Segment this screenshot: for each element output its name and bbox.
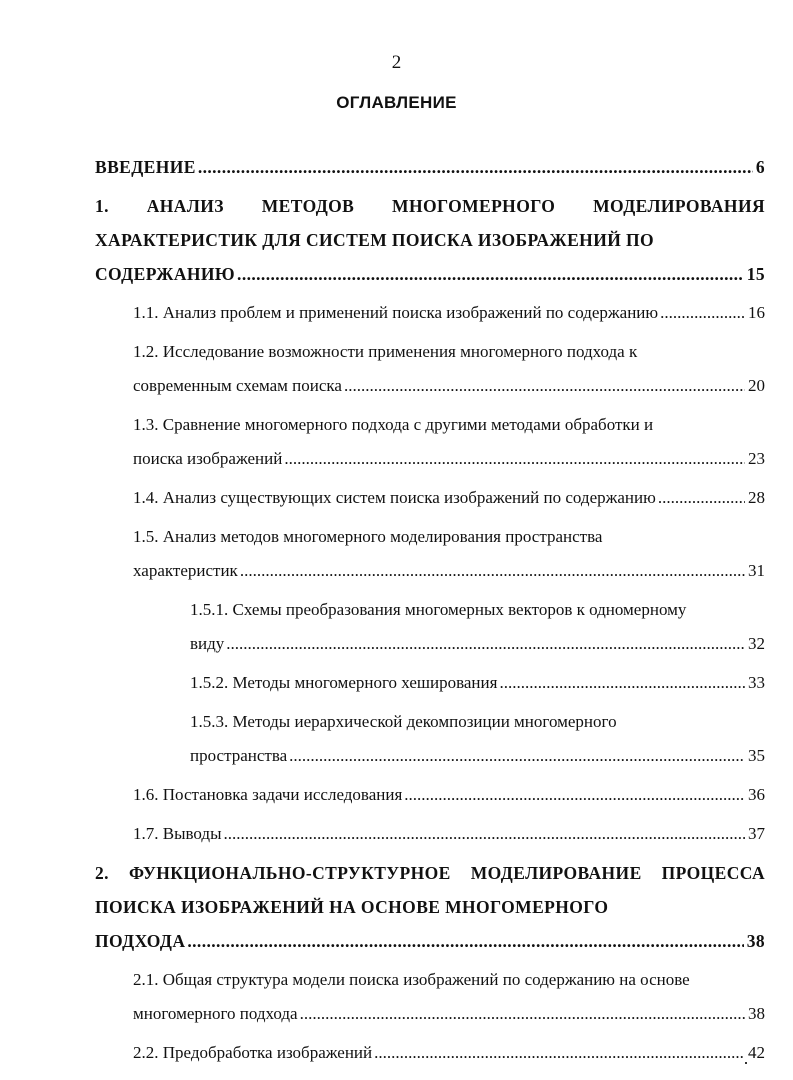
toc-entry-2-1 [95,963,765,1031]
toc-entry-page: 31 [748,561,765,580]
page-number: 2 [391,52,402,73]
scan-speck [745,1062,747,1064]
toc-entry-title: 1. АНАЛИЗ МЕТОДОВ МНОГОМЕРНОГО МОДЕЛИРОВАНИЯ ХАРАКТЕРИСТИК ДЛЯ СИСТЕМ ПОИСКА ИЗОБРАЖЕНИЙ ПО [95,196,765,250]
toc-entry-page: 35 [748,746,765,765]
toc-entry-title: 2. ФУНКЦИОНАЛЬНО-СТРУКТУРНОЕ МОДЕЛИРОВАНИЕ ПРОЦЕССА ПОИСКА ИЗОБРАЖЕНИЙ НА ОСНОВЕ МНОГОМЕРНОГО [95,863,765,917]
toc-entry-title: 2.1. Общая структура модели поиска изображений по содержанию на основе [133,970,690,989]
toc-entry-2-2 [95,1036,765,1070]
toc-entry-chapter-2 [95,856,765,958]
toc-entry-title: 1.5.1. Схемы преобразования многомерных векторов к одномерному [190,600,687,619]
toc-entry-page: 33 [748,673,765,692]
toc-entry-title-end: пространства [190,746,288,765]
toc-entry-1-5 [95,520,765,588]
toc-entry-page: 42 [748,1043,765,1062]
toc-entry-title-end: виду [190,634,225,653]
toc-entry-page: 38 [746,931,765,951]
leader-dots [187,924,743,958]
toc-entry-title-end: современным схемам поиска [133,376,342,395]
toc-entry-1-6 [95,778,765,812]
leader-dots [224,817,745,851]
leader-dots [499,666,745,700]
toc-entry-introduction [95,150,765,184]
toc-entry-1-5-3 [95,705,765,773]
toc-entry-1-4 [95,481,765,515]
table-of-contents [95,150,765,1075]
toc-entry-title: 1.5.2. Методы многомерного хеширования [190,673,498,692]
leader-dots [284,442,745,476]
leader-dots [660,296,745,330]
toc-entry-title-end: поиска изображений [133,449,283,468]
toc-entry-title: 1.1. Анализ проблем и применений поиска изображений по содержанию [133,303,659,322]
toc-entry-title-end: ПОДХОДА [95,931,186,951]
leader-dots [198,150,753,184]
leader-dots [404,778,745,812]
leader-dots [344,369,745,403]
toc-entry-title: 1.6. Постановка задачи исследования [133,785,403,804]
toc-entry-title: 1.3. Сравнение многомерного подхода с другими методами обработки и [133,415,654,434]
toc-entry-page: 37 [748,824,765,843]
toc-entry-1-2 [95,335,765,403]
toc-entry-title: 2.2. Предобработка изображений [133,1043,373,1062]
leader-dots [226,627,745,661]
toc-entry-page: 16 [748,303,765,322]
toc-entry-chapter-1 [95,189,765,291]
toc-entry-title: 1.5. Анализ методов многомерного моделирования пространства [133,527,603,546]
toc-entry-title: 1.5.3. Методы иерархической декомпозиции многомерного [190,712,617,731]
toc-entry-1-5-1 [95,593,765,661]
toc-entry-title-end: СОДЕРЖАНИЮ [95,264,236,284]
toc-entry-title: 1.4. Анализ существующих систем поиска изображений по содержанию [133,488,656,507]
toc-entry-1-3 [95,408,765,476]
leader-dots [374,1036,745,1070]
toc-entry-title-end: характеристик [133,561,238,580]
leader-dots [240,554,745,588]
leader-dots [300,997,745,1031]
toc-entry-page: 6 [755,157,765,177]
leader-dots [658,481,745,515]
toc-entry-title: 1.7. Выводы [133,824,222,843]
toc-entry-title: 1.2. Исследование возможности применения многомерного подхода к [133,342,638,361]
toc-entry-1-5-2 [95,666,765,700]
toc-entry-1-7 [95,817,765,851]
toc-entry-page: 32 [748,634,765,653]
leader-dots [289,739,745,773]
toc-entry-page: 38 [748,1004,765,1023]
toc-heading: ОГЛАВЛЕНИЕ [336,93,457,112]
toc-entry-page: 23 [748,449,765,468]
toc-entry-title: ВВЕДЕНИЕ [95,157,196,177]
toc-entry-page: 15 [746,264,765,284]
leader-dots [237,257,744,291]
toc-entry-page: 20 [748,376,765,395]
toc-entry-page: 28 [748,488,765,507]
toc-entry-title-end: многомерного подхода [133,1004,298,1023]
toc-entry-1-1 [95,296,765,330]
toc-entry-page: 36 [748,785,765,804]
